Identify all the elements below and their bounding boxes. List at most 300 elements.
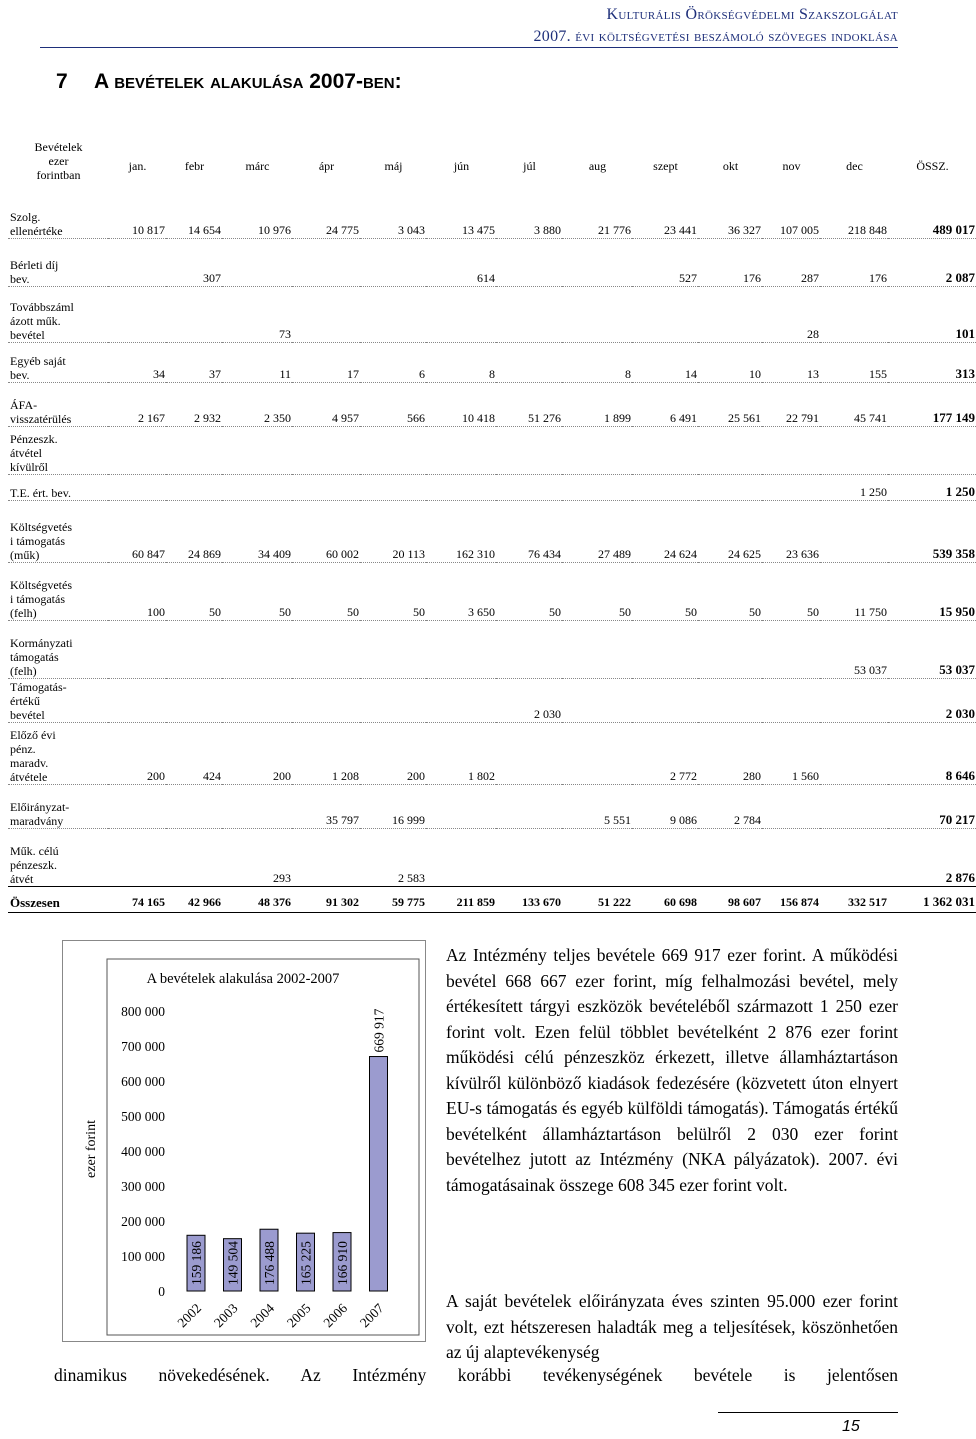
table-cell: 24 624 — [632, 500, 698, 562]
header-line-1: Kulturális Örökségvédelmi Szakszolgálat — [606, 6, 898, 23]
table-cell — [222, 678, 292, 722]
section-heading — [56, 70, 402, 94]
table-cell — [496, 474, 562, 500]
row-label-line: pénz. — [10, 741, 36, 756]
table-cell — [166, 426, 222, 474]
table-cell — [292, 474, 360, 500]
table-cell: 2 030 — [496, 678, 562, 722]
month-header: jan. — [128, 159, 147, 173]
table-cell — [496, 722, 562, 784]
table-cell — [166, 828, 222, 886]
row-label-line: bev. — [10, 271, 30, 286]
table-cell: 37 — [166, 342, 222, 382]
table-cell: 23 636 — [762, 500, 820, 562]
table-cell — [562, 828, 632, 886]
table-cell — [426, 286, 496, 342]
revenue-table — [8, 140, 976, 913]
row-label-line: (felh) — [10, 605, 37, 620]
bar-data-label: 166 910 — [335, 1241, 350, 1285]
table-cell: 100 — [108, 562, 166, 620]
table-cell — [426, 426, 496, 474]
header-rule — [40, 47, 898, 48]
row-label-line: bevétel — [10, 707, 45, 722]
row-label — [8, 286, 108, 342]
table-cell — [496, 784, 562, 828]
row-total: 2 876 — [888, 828, 976, 886]
row-label-line: ezer — [48, 154, 69, 168]
table-cell — [292, 620, 360, 678]
totals-cell: 74 165 — [108, 886, 166, 912]
bar-data-label: 159 186 — [189, 1241, 204, 1285]
table-cell — [698, 426, 762, 474]
table-cell: 200 — [360, 722, 426, 784]
table-cell: 1 899 — [562, 382, 632, 426]
table-cell: 155 — [820, 342, 888, 382]
table-cell: 2 932 — [166, 382, 222, 426]
table-row — [8, 828, 976, 886]
table-cell — [426, 784, 496, 828]
table-cell: 2 772 — [632, 722, 698, 784]
table-cell: 3 650 — [426, 562, 496, 620]
table-cell: 45 741 — [820, 382, 888, 426]
row-label — [8, 342, 108, 382]
row-label-line: i támogatás — [10, 533, 65, 548]
row-label — [8, 784, 108, 828]
table-cell: 293 — [222, 828, 292, 886]
row-total: 313 — [888, 342, 976, 382]
totals-cell: 59 775 — [360, 886, 426, 912]
table-cell: 34 — [108, 342, 166, 382]
table-cell: 2 583 — [360, 828, 426, 886]
bar-data-label: 176 488 — [262, 1241, 277, 1285]
paragraph-own-revenue-continuation: dinamikus növekedésének. Az Intézmény korábbi tevékenységének bevétele is jelentősen — [54, 1365, 898, 1385]
table-cell: 10 — [698, 342, 762, 382]
row-label-line: (felh) — [10, 663, 37, 678]
table-cell — [108, 828, 166, 886]
row-label-line: Támogatás- — [10, 679, 67, 694]
header-line-2: 2007. évi költségvetési beszámoló szöveges indoklása — [533, 28, 898, 45]
table-cell: 16 999 — [360, 784, 426, 828]
totals-row — [8, 886, 976, 912]
table-cell: 8 — [562, 342, 632, 382]
revenue-chart — [62, 940, 426, 1342]
table-cell — [222, 784, 292, 828]
row-label — [8, 382, 108, 426]
table-row — [8, 784, 976, 828]
row-total — [888, 426, 976, 474]
table-cell: 60 847 — [108, 500, 166, 562]
month-header: ápr — [318, 159, 335, 173]
table-cell — [166, 678, 222, 722]
row-label-line: Kormányzati — [10, 635, 73, 650]
table-cell — [108, 678, 166, 722]
table-cell — [820, 678, 888, 722]
table-cell — [562, 474, 632, 500]
y-tick-label: 300 000 — [121, 1179, 165, 1194]
table-corner-label — [8, 140, 108, 182]
totals-label: Összesen — [8, 886, 108, 912]
row-label-line: visszatérülés — [10, 411, 72, 426]
row-label-line: ellenértéke — [10, 223, 63, 238]
table-cell — [108, 474, 166, 500]
row-label-line: Bérleti díj — [10, 257, 59, 272]
month-header: dec — [846, 159, 863, 173]
totals-cell: 211 859 — [426, 886, 496, 912]
row-total: 2 030 — [888, 678, 976, 722]
row-label-line: Előző évi — [10, 727, 56, 742]
row-total: 539 358 — [888, 500, 976, 562]
table-cell: 28 — [762, 286, 820, 342]
table-cell — [562, 286, 632, 342]
table-cell: 73 — [222, 286, 292, 342]
table-cell — [108, 426, 166, 474]
table-cell: 2 350 — [222, 382, 292, 426]
x-category-label: 2003 — [210, 1300, 241, 1331]
table-cell: 11 — [222, 342, 292, 382]
table-cell — [820, 286, 888, 342]
row-label-line: támogatás — [10, 649, 59, 664]
row-label-line: kívülről — [10, 459, 48, 474]
table-cell: 50 — [360, 562, 426, 620]
table-row — [8, 238, 976, 286]
bar-data-label: 149 504 — [225, 1241, 241, 1285]
row-total: 489 017 — [888, 192, 976, 238]
table-cell — [698, 474, 762, 500]
table-row — [8, 342, 976, 382]
month-header: máj — [384, 159, 403, 173]
row-label-line: i támogatás — [10, 591, 65, 606]
table-cell — [426, 620, 496, 678]
table-cell: 1 802 — [426, 722, 496, 784]
table-cell: 200 — [108, 722, 166, 784]
totals-cell: 91 302 — [292, 886, 360, 912]
table-cell: 21 776 — [562, 192, 632, 238]
table-cell: 23 441 — [632, 192, 698, 238]
table-cell: 1 250 — [820, 474, 888, 500]
row-total: 70 217 — [888, 784, 976, 828]
table-cell — [496, 828, 562, 886]
page-number-rule — [718, 1412, 898, 1413]
row-label-line: pénzeszk. — [10, 857, 57, 872]
table-cell: 22 791 — [762, 382, 820, 426]
table-cell — [820, 784, 888, 828]
running-header — [533, 4, 898, 48]
table-cell — [632, 426, 698, 474]
row-label-line: Bevételek — [34, 140, 83, 154]
table-cell — [426, 474, 496, 500]
row-label-line: maradvány — [10, 813, 64, 828]
row-total: 53 037 — [888, 620, 976, 678]
table-cell — [166, 784, 222, 828]
table-cell — [360, 238, 426, 286]
table-cell — [108, 286, 166, 342]
totals-cell: 332 517 — [820, 886, 888, 912]
table-cell — [292, 426, 360, 474]
totals-cell: 42 966 — [166, 886, 222, 912]
table-cell: 200 — [222, 722, 292, 784]
y-tick-label: 800 000 — [121, 1004, 165, 1019]
table-cell — [496, 286, 562, 342]
row-label-line: bev. — [10, 367, 30, 382]
table-cell: 50 — [166, 562, 222, 620]
row-label — [8, 192, 108, 238]
table-spacer — [8, 182, 976, 192]
table-cell: 50 — [698, 562, 762, 620]
table-row — [8, 500, 976, 562]
table-cell — [762, 620, 820, 678]
table-cell: 60 002 — [292, 500, 360, 562]
chart-y-axis-label: ezer forint — [84, 1120, 99, 1178]
y-tick-label: 700 000 — [121, 1039, 165, 1054]
paragraph-own-revenue: A saját bevételek előirányzata éves szinten 95.000 ezer forint volt, ezt hétszeresen haladták meg a teljesítések, köszönhetően az új alaptevékenység — [446, 1291, 898, 1362]
row-total: 8 646 — [888, 722, 976, 784]
table-cell: 280 — [698, 722, 762, 784]
month-header: ÖSSZ. — [916, 159, 949, 173]
month-header: febr — [184, 159, 205, 173]
table-cell — [360, 620, 426, 678]
month-header: okt — [722, 159, 739, 173]
table-cell: 527 — [632, 238, 698, 286]
table-row — [8, 192, 976, 238]
table-cell: 614 — [426, 238, 496, 286]
row-label — [8, 678, 108, 722]
table-cell — [292, 286, 360, 342]
row-label-line: Továbbszáml — [10, 299, 74, 314]
table-cell — [426, 678, 496, 722]
table-row — [8, 678, 976, 722]
table-cell — [360, 474, 426, 500]
row-total: 101 — [888, 286, 976, 342]
table-cell: 25 561 — [698, 382, 762, 426]
table-cell: 53 037 — [820, 620, 888, 678]
table-cell: 13 475 — [426, 192, 496, 238]
row-label-line: forintban — [36, 168, 81, 182]
y-tick-label: 200 000 — [121, 1214, 165, 1229]
table-cell — [698, 286, 762, 342]
page-number: 15 — [842, 1418, 860, 1435]
table-row — [8, 286, 976, 342]
table-cell — [222, 426, 292, 474]
table-cell — [632, 620, 698, 678]
table-cell — [222, 238, 292, 286]
table-cell — [496, 238, 562, 286]
table-cell — [762, 426, 820, 474]
table-cell: 6 — [360, 342, 426, 382]
table-cell: 27 489 — [562, 500, 632, 562]
row-label-line: Egyéb saját — [10, 353, 66, 368]
table-cell: 5 551 — [562, 784, 632, 828]
month-header: jún — [453, 159, 470, 173]
table-cell: 1 208 — [292, 722, 360, 784]
table-cell — [762, 678, 820, 722]
totals-cell: 133 670 — [496, 886, 562, 912]
month-header: szept — [653, 159, 678, 173]
row-label — [8, 828, 108, 886]
table-cell: 24 625 — [698, 500, 762, 562]
table-cell: 1 560 — [762, 722, 820, 784]
table-cell: 2 784 — [698, 784, 762, 828]
table-cell: 51 276 — [496, 382, 562, 426]
table-cell: 76 434 — [496, 500, 562, 562]
table-row — [8, 620, 976, 678]
section-title: A bevételek alakulása 2007-ben: — [94, 70, 402, 93]
table-row — [8, 474, 976, 500]
table-cell: 14 654 — [166, 192, 222, 238]
row-label-line: ázott műk. — [10, 313, 61, 328]
table-cell — [292, 828, 360, 886]
row-total: 2 087 — [888, 238, 976, 286]
table-cell — [762, 828, 820, 886]
table-cell — [496, 342, 562, 382]
table-cell: 176 — [820, 238, 888, 286]
bar-data-label: 165 225 — [298, 1241, 314, 1285]
table-cell — [820, 500, 888, 562]
table-cell — [166, 474, 222, 500]
table-cell: 3 880 — [496, 192, 562, 238]
table-cell: 50 — [222, 562, 292, 620]
row-label-line: Szolg. — [10, 209, 41, 224]
bar — [370, 1057, 388, 1291]
table-cell: 24 869 — [166, 500, 222, 562]
table-cell — [292, 238, 360, 286]
table-cell — [698, 828, 762, 886]
table-cell — [222, 620, 292, 678]
row-label-line: Költségvetés — [10, 577, 72, 592]
row-label-line: átvét — [10, 871, 34, 886]
x-category-label: 2002 — [174, 1300, 205, 1331]
row-label — [8, 562, 108, 620]
row-label — [8, 238, 108, 286]
paragraph-total-revenue: Az Intézmény teljes bevétele 669 917 ezer forint. A működési bevétel 668 667 ezer forint, míg felhalmozási bevétel, mely értékesített tárgyi eszközök bevételéből származott 1 250 ezer forint volt. Ezen felül többlet bevételként 2 876 ezer forint működési célú pénzeszköz érkezett, illetve államháztartáson kívülről különböző kiadások fedezésére (közvetett úton elnyert EU-s támogatás és egyéb külföldi támogatás). Támogatás értékű bevételként államháztartáson belülről 2 030 ezer forint bevételhez jutott az Intézmény (NKA pályázatok). 2007. évi támogatásainak összege 608 345 ezer forint volt. — [446, 945, 898, 1195]
table-cell: 50 — [562, 562, 632, 620]
table-row — [8, 382, 976, 426]
table-cell — [222, 474, 292, 500]
row-label-line: T.E. ért. bev. — [10, 485, 71, 500]
table-cell: 4 957 — [292, 382, 360, 426]
table-cell: 3 043 — [360, 192, 426, 238]
table-row — [8, 562, 976, 620]
table-cell: 13 — [762, 342, 820, 382]
row-total: 1 250 — [888, 474, 976, 500]
table-cell: 17 — [292, 342, 360, 382]
table-row — [8, 722, 976, 784]
table-cell — [166, 286, 222, 342]
totals-cell: 51 222 — [562, 886, 632, 912]
table-cell: 424 — [166, 722, 222, 784]
table-cell: 50 — [292, 562, 360, 620]
table-cell: 2 167 — [108, 382, 166, 426]
table-cell — [562, 722, 632, 784]
table-cell: 176 — [698, 238, 762, 286]
table-cell — [820, 426, 888, 474]
table-cell: 10 817 — [108, 192, 166, 238]
table-cell — [632, 474, 698, 500]
table-cell — [632, 828, 698, 886]
table-cell: 218 848 — [820, 192, 888, 238]
y-tick-label: 500 000 — [121, 1109, 165, 1124]
table-cell: 50 — [762, 562, 820, 620]
table-cell — [292, 678, 360, 722]
table-cell — [762, 474, 820, 500]
month-header: márc — [245, 159, 270, 173]
x-category-label: 2004 — [247, 1300, 278, 1331]
table-cell — [108, 784, 166, 828]
row-label-line: értékű — [10, 693, 40, 708]
row-label-line: maradv. — [10, 755, 49, 770]
table-row — [8, 426, 976, 474]
table-header-row — [8, 140, 976, 182]
y-tick-label: 100 000 — [121, 1249, 165, 1264]
row-label-line: átvétel — [10, 445, 42, 460]
table-cell — [496, 620, 562, 678]
table-cell — [632, 678, 698, 722]
table-cell: 50 — [496, 562, 562, 620]
table-cell: 307 — [166, 238, 222, 286]
x-category-label: 2005 — [283, 1300, 314, 1331]
row-label-line: Költségvetés — [10, 519, 72, 534]
y-tick-label: 400 000 — [121, 1144, 165, 1159]
table-cell — [562, 238, 632, 286]
table-cell: 24 775 — [292, 192, 360, 238]
row-label-line: átvétele — [10, 769, 48, 784]
table-cell — [632, 286, 698, 342]
table-cell: 287 — [762, 238, 820, 286]
table-cell — [360, 286, 426, 342]
row-label-line: Műk. célú — [10, 843, 59, 858]
totals-cell: 98 607 — [698, 886, 762, 912]
table-cell: 566 — [360, 382, 426, 426]
row-label-line: (műk) — [10, 547, 40, 562]
row-label-line: bevétel — [10, 327, 45, 342]
row-label-line: Előirányzat- — [10, 799, 70, 814]
month-header: nov — [782, 159, 801, 173]
table-cell: 50 — [632, 562, 698, 620]
table-cell — [698, 678, 762, 722]
table-cell: 6 491 — [632, 382, 698, 426]
section-number: 7 — [56, 70, 68, 93]
chart-title: A bevételek alakulása 2002-2007 — [146, 971, 340, 987]
table-cell — [166, 620, 222, 678]
table-cell — [108, 238, 166, 286]
y-tick-label: 0 — [158, 1284, 165, 1299]
table-cell — [762, 784, 820, 828]
table-cell: 11 750 — [820, 562, 888, 620]
grand-total: 1 362 031 — [888, 886, 976, 912]
table-cell — [496, 426, 562, 474]
row-label-line: ÁFA- — [10, 397, 38, 412]
row-total: 15 950 — [888, 562, 976, 620]
table-cell: 34 409 — [222, 500, 292, 562]
month-header: júl — [523, 159, 536, 173]
table-cell — [562, 620, 632, 678]
table-cell — [360, 678, 426, 722]
table-cell: 8 — [426, 342, 496, 382]
table-cell — [820, 828, 888, 886]
bar-data-label: 669 917 — [371, 1008, 387, 1053]
table-cell — [562, 678, 632, 722]
table-cell: 107 005 — [762, 192, 820, 238]
row-label — [8, 722, 108, 784]
x-category-label: 2007 — [356, 1300, 387, 1331]
table-cell: 35 797 — [292, 784, 360, 828]
table-cell — [426, 828, 496, 886]
month-header: aug — [588, 159, 607, 173]
table-cell — [562, 426, 632, 474]
revenue-chart-svg — [63, 941, 425, 1341]
totals-cell: 156 874 — [762, 886, 820, 912]
table-cell: 20 113 — [360, 500, 426, 562]
row-total: 177 149 — [888, 382, 976, 426]
